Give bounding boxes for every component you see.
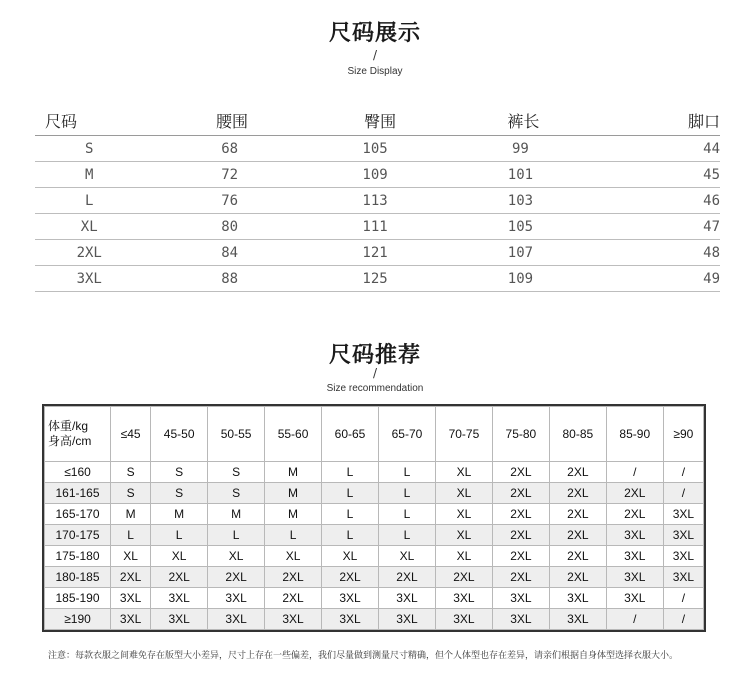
size-cell: 3XL: [265, 608, 322, 629]
corner-height-label: 身高/cm: [48, 433, 92, 448]
cell-length: 109: [507, 270, 534, 287]
size-cell: 3XL: [111, 587, 151, 608]
size-cell: 3XL: [606, 545, 663, 566]
size-recommendation-subtitle: Size recommendation: [326, 383, 424, 394]
size-display-row: [35, 214, 720, 240]
size-cell: 3XL: [378, 587, 435, 608]
size-display-row: [35, 240, 720, 266]
size-display-row: [35, 266, 720, 292]
size-display-row: [35, 188, 720, 214]
size-cell: XL: [151, 545, 208, 566]
weight-header: 55-60: [265, 407, 322, 462]
recommendation-row: [45, 461, 704, 482]
cell-hip: 109: [362, 166, 388, 183]
height-label: 170-175: [45, 524, 111, 545]
size-cell: L: [378, 524, 435, 545]
cell-leg-opening: 49: [703, 270, 720, 287]
weight-header: 60-65: [322, 407, 379, 462]
size-cell: 3XL: [606, 587, 663, 608]
cell-waist: 76: [221, 192, 239, 209]
height-label: 185-190: [45, 587, 111, 608]
weight-header: 70-75: [435, 407, 492, 462]
corner-weight-label: 体重/kg: [48, 418, 89, 433]
size-cell: S: [111, 461, 151, 482]
recommendation-header-row: [45, 407, 704, 462]
cell-waist: 68: [221, 140, 239, 157]
size-cell: 3XL: [606, 566, 663, 587]
recommendation-row: [45, 608, 704, 629]
size-cell: 2XL: [549, 524, 606, 545]
cell-size: M: [84, 166, 94, 183]
cell-length: 99: [511, 140, 529, 157]
cell-waist: 88: [221, 270, 239, 287]
size-cell: /: [606, 608, 663, 629]
cell-hip: 113: [362, 192, 388, 209]
cell-size: S: [84, 140, 94, 157]
size-recommendation-grid: [42, 404, 706, 632]
size-cell: M: [265, 482, 322, 503]
size-cell: S: [208, 461, 265, 482]
size-cell: 2XL: [549, 482, 606, 503]
weight-header: 50-55: [208, 407, 265, 462]
weight-header: ≥90: [663, 407, 703, 462]
size-cell: 3XL: [663, 503, 703, 524]
cell-leg-opening: 44: [703, 140, 720, 157]
size-display-slash: /: [372, 48, 378, 62]
size-display-title: 尺码展示: [328, 21, 421, 46]
size-cell: XL: [111, 545, 151, 566]
size-cell: 2XL: [208, 566, 265, 587]
cell-size: L: [84, 192, 94, 209]
size-cell: /: [663, 608, 703, 629]
recommendation-row: [45, 587, 704, 608]
size-display-row: [35, 136, 720, 162]
size-cell: 2XL: [492, 461, 549, 482]
cell-hip: 105: [362, 140, 388, 157]
cell-leg-opening: 48: [703, 244, 720, 261]
cell-length: 103: [507, 192, 534, 209]
corner-label: [45, 407, 111, 462]
cell-length: 105: [507, 218, 534, 235]
size-cell: 3XL: [492, 587, 549, 608]
weight-header: 80-85: [549, 407, 606, 462]
size-cell: 3XL: [208, 608, 265, 629]
size-recommendation-title: 尺码推荐: [328, 343, 421, 368]
cell-leg-opening: 46: [703, 192, 720, 209]
size-cell: S: [111, 482, 151, 503]
size-display-table: [35, 105, 720, 292]
size-cell: 3XL: [111, 608, 151, 629]
disclaimer-note: 注意：每款衣服之间难免存在版型大小差异，尺寸上存在一些偏差，我们尽量做到测量尺寸精确，但个人体型也存在差异，请亲们根据自身体型选择衣服大小。: [48, 651, 679, 661]
size-cell: 3XL: [322, 608, 379, 629]
height-label: 165-170: [45, 503, 111, 524]
size-cell: XL: [378, 545, 435, 566]
recommendation-row: [45, 503, 704, 524]
cell-leg-opening: 45: [703, 166, 720, 183]
size-cell: XL: [435, 503, 492, 524]
size-cell: 3XL: [378, 608, 435, 629]
recommendation-row: [45, 482, 704, 503]
size-cell: 3XL: [549, 587, 606, 608]
size-cell: 3XL: [151, 608, 208, 629]
size-cell: 2XL: [151, 566, 208, 587]
size-cell: 2XL: [606, 503, 663, 524]
size-cell: 3XL: [208, 587, 265, 608]
size-cell: L: [378, 503, 435, 524]
size-cell: 3XL: [663, 545, 703, 566]
size-cell: /: [606, 461, 663, 482]
height-label: 161-165: [45, 482, 111, 503]
cell-hip: 111: [362, 218, 388, 235]
size-cell: L: [265, 524, 322, 545]
weight-header: 85-90: [606, 407, 663, 462]
recommendation-row: [45, 566, 704, 587]
size-cell: XL: [208, 545, 265, 566]
header-hip: 臀围: [364, 111, 397, 131]
size-cell: L: [151, 524, 208, 545]
size-display-row: [35, 162, 720, 188]
size-cell: L: [378, 482, 435, 503]
size-cell: 2XL: [492, 482, 549, 503]
size-cell: M: [208, 503, 265, 524]
recommendation-row: [45, 545, 704, 566]
size-display-subtitle: Size Display: [347, 66, 403, 77]
weight-header: 75-80: [492, 407, 549, 462]
height-label: ≤160: [45, 461, 111, 482]
cell-waist: 72: [221, 166, 239, 183]
size-cell: 3XL: [663, 524, 703, 545]
height-label: ≥190: [45, 608, 111, 629]
size-cell: M: [265, 503, 322, 524]
weight-header: 45-50: [151, 407, 208, 462]
cell-waist: 80: [221, 218, 239, 235]
size-cell: 2XL: [492, 524, 549, 545]
size-cell: /: [663, 461, 703, 482]
weight-header: ≤45: [111, 407, 151, 462]
cell-size: 2XL: [76, 244, 102, 261]
size-display-header-row: [35, 105, 720, 136]
cell-hip: 121: [362, 244, 388, 261]
size-cell: XL: [322, 545, 379, 566]
size-cell: L: [208, 524, 265, 545]
size-cell: M: [265, 461, 322, 482]
size-cell: L: [322, 482, 379, 503]
recommendation-row: [45, 524, 704, 545]
cell-size: 3XL: [76, 270, 102, 287]
size-cell: 2XL: [549, 461, 606, 482]
cell-length: 107: [507, 244, 534, 261]
size-cell: L: [322, 524, 379, 545]
size-cell: 2XL: [492, 503, 549, 524]
size-cell: S: [208, 482, 265, 503]
size-cell: M: [151, 503, 208, 524]
size-cell: L: [111, 524, 151, 545]
size-cell: 3XL: [492, 608, 549, 629]
size-cell: XL: [435, 482, 492, 503]
size-cell: 2XL: [265, 587, 322, 608]
size-cell: 2XL: [492, 566, 549, 587]
size-cell: 2XL: [549, 545, 606, 566]
size-cell: M: [111, 503, 151, 524]
size-cell: 2XL: [111, 566, 151, 587]
cell-waist: 84: [221, 244, 239, 261]
height-label: 175-180: [45, 545, 111, 566]
cell-size: XL: [80, 218, 98, 235]
cell-hip: 125: [362, 270, 388, 287]
size-cell: /: [663, 482, 703, 503]
size-cell: 2XL: [549, 503, 606, 524]
header-leg-opening: 脚口: [687, 111, 720, 131]
size-cell: S: [151, 482, 208, 503]
size-cell: /: [663, 587, 703, 608]
size-cell: L: [322, 461, 379, 482]
size-recommendation-slash: /: [372, 366, 378, 380]
size-cell: 2XL: [492, 545, 549, 566]
size-cell: 3XL: [549, 608, 606, 629]
size-cell: 2XL: [435, 566, 492, 587]
size-cell: XL: [435, 524, 492, 545]
size-cell: S: [151, 461, 208, 482]
height-label: 180-185: [45, 566, 111, 587]
size-cell: 3XL: [663, 566, 703, 587]
header-waist: 腰围: [215, 111, 248, 131]
size-cell: L: [322, 503, 379, 524]
size-cell: 2XL: [606, 482, 663, 503]
size-cell: L: [378, 461, 435, 482]
cell-length: 101: [507, 166, 534, 183]
size-cell: 2XL: [265, 566, 322, 587]
size-cell: 3XL: [322, 587, 379, 608]
size-cell: 3XL: [435, 587, 492, 608]
size-cell: 3XL: [151, 587, 208, 608]
size-cell: 3XL: [435, 608, 492, 629]
size-cell: 3XL: [606, 524, 663, 545]
size-cell: 2XL: [549, 566, 606, 587]
weight-header: 65-70: [378, 407, 435, 462]
size-cell: 2XL: [378, 566, 435, 587]
size-cell: XL: [265, 545, 322, 566]
size-cell: XL: [435, 461, 492, 482]
size-cell: 2XL: [322, 566, 379, 587]
size-cell: XL: [435, 545, 492, 566]
header-length: 裤长: [507, 111, 540, 131]
header-size: 尺码: [45, 111, 78, 131]
cell-leg-opening: 47: [703, 218, 720, 235]
